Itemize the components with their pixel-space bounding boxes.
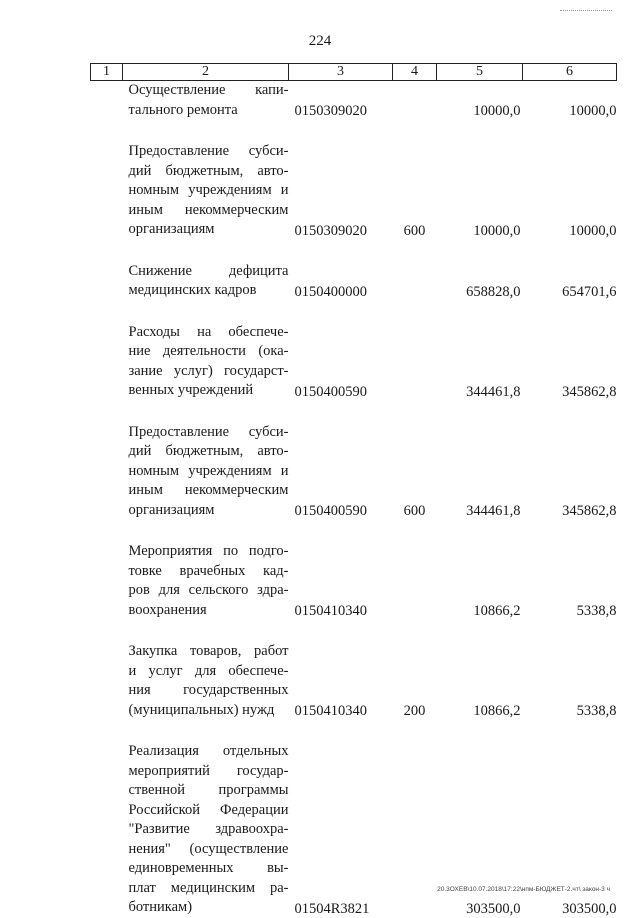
- table-row: [91, 520, 617, 620]
- row-name: [123, 620, 289, 720]
- row-name-line: мероприятий государ-: [128, 762, 289, 779]
- footer-file-path: 20.3ОХЕВ\10.07.2018\17:22\нпм-БЮДЖЕТ-2.чт\ закон-3 ч: [437, 886, 610, 893]
- row-name-line: воохранения: [128, 601, 207, 618]
- row-code: 0150400000: [294, 283, 367, 300]
- scan-mark: [560, 10, 612, 11]
- row-code: 01504R3821: [294, 900, 370, 917]
- row-name-line: тального ремонта: [128, 101, 238, 118]
- column-header-2: 2: [123, 64, 289, 81]
- row-name-line: Снижение дефицита: [128, 262, 289, 279]
- row-name-line: Предоставление субси-: [128, 423, 289, 440]
- table-row: [91, 401, 617, 521]
- column-header-4: 4: [393, 64, 437, 81]
- row-value-year2: 10000,0: [569, 222, 617, 239]
- row-expense-type: [393, 720, 437, 918]
- row-value-year1: 344461,8: [466, 383, 521, 400]
- empty-cell: [91, 401, 123, 521]
- row-code: 0150309020: [294, 222, 367, 239]
- budget-table: [90, 63, 617, 918]
- row-code: 0150410340: [294, 703, 367, 719]
- row-name-line: и услуг для обеспече-: [128, 662, 289, 679]
- row-value-year1: 10866,2: [473, 603, 521, 619]
- row-name-line: венных учреждений: [128, 382, 254, 398]
- table-row: [91, 240, 617, 301]
- row-value-year2: 654701,6: [562, 283, 617, 300]
- row-value-year2: 345862,8: [562, 383, 617, 400]
- row-name-line: Реализация отдельных: [128, 743, 289, 759]
- table-row: [91, 620, 617, 720]
- row-name-line: зание услуг) государст-: [128, 362, 289, 379]
- row-value-year1: 10000,0: [473, 222, 521, 239]
- row-name-line: единовременных вы-: [128, 860, 289, 876]
- column-header-1: 1: [91, 64, 123, 81]
- empty-cell: [91, 720, 123, 918]
- row-name-line: дий бюджетным, авто-: [128, 162, 289, 179]
- row-name-line: плат медицинским ра-: [128, 879, 289, 896]
- row-code: 0150400590: [294, 503, 367, 519]
- column-header-3: 3: [289, 64, 393, 81]
- row-value-year1: 344461,8: [466, 503, 521, 519]
- row-name-line: организациям: [128, 221, 215, 237]
- empty-cell: [91, 240, 123, 301]
- row-expense-type: 600: [403, 503, 426, 519]
- table-row: [91, 120, 617, 240]
- row-name-line: иным некоммерческим: [128, 482, 289, 498]
- page-number: 224: [308, 33, 332, 49]
- row-name-line: дий бюджетным, авто-: [128, 443, 289, 459]
- row-code: 0150309020: [294, 103, 367, 119]
- row-name-line: нения" (осуществление: [128, 840, 289, 857]
- row-name-line: "Развитие здравоохра-: [128, 821, 289, 837]
- row-expense-type: [393, 301, 437, 401]
- table-row: [91, 81, 617, 121]
- empty-cell: [91, 301, 123, 401]
- row-value-year1: 10000,0: [473, 103, 521, 119]
- row-value-year2: 303500,0: [562, 900, 617, 917]
- row-name-line: номным учреждениям и: [128, 182, 289, 198]
- row-code: 0150410340: [294, 603, 367, 619]
- row-name: [123, 520, 289, 620]
- table-header-row: [91, 64, 617, 81]
- row-name-line: товке врачебных кад-: [128, 562, 289, 579]
- row-name-line: Закупка товаров, работ: [128, 643, 289, 659]
- row-name-line: ботникам): [128, 899, 193, 915]
- row-name-line: ственной программы: [128, 782, 289, 798]
- row-name-line: (муниципальных) нужд: [128, 701, 275, 718]
- row-value-year1: 658828,0: [466, 283, 521, 300]
- row-name-line: Российской Федерации: [128, 801, 289, 818]
- row-value-year2: 5338,8: [576, 703, 617, 719]
- row-code: 0150400590: [294, 383, 367, 400]
- row-name-line: Расходы на обеспече-: [128, 323, 289, 340]
- row-expense-type: [393, 81, 437, 121]
- table-body: [91, 81, 617, 918]
- row-expense-type: [393, 520, 437, 620]
- row-expense-type: 200: [403, 703, 426, 719]
- row-name-line: организациям: [128, 501, 215, 518]
- table-row: [91, 301, 617, 401]
- row-expense-type: 600: [403, 222, 426, 239]
- row-name-line: Осуществление капи-: [128, 82, 289, 98]
- column-header-6: 6: [523, 64, 617, 81]
- row-value-year2: 345862,8: [562, 503, 617, 519]
- column-header-5: 5: [437, 64, 523, 81]
- empty-cell: [91, 520, 123, 620]
- row-name: [123, 301, 289, 401]
- row-name-line: ния государственных: [128, 682, 289, 698]
- row-expense-type: [393, 240, 437, 301]
- row-name-line: Мероприятия по подго-: [128, 543, 289, 559]
- row-name-line: медицинских кадров: [128, 282, 257, 298]
- row-name-line: иным некоммерческим: [128, 201, 289, 218]
- row-name-line: ров для сельского здра-: [128, 582, 289, 598]
- empty-cell: [91, 620, 123, 720]
- row-name: [123, 81, 289, 121]
- empty-cell: [91, 81, 123, 121]
- empty-cell: [91, 120, 123, 240]
- row-value-year1: 10866,2: [473, 703, 521, 719]
- row-name: [123, 401, 289, 521]
- row-name-line: Предоставление субси-: [128, 143, 289, 159]
- row-name: [123, 720, 289, 918]
- row-name-line: номным учреждениям и: [128, 462, 289, 479]
- row-name: [123, 120, 289, 240]
- row-name: [123, 240, 289, 301]
- row-name-line: ние деятельности (ока-: [128, 343, 289, 359]
- row-value-year2: 10000,0: [569, 103, 617, 119]
- row-value-year2: 5338,8: [576, 603, 617, 619]
- row-value-year1: 303500,0: [466, 900, 521, 917]
